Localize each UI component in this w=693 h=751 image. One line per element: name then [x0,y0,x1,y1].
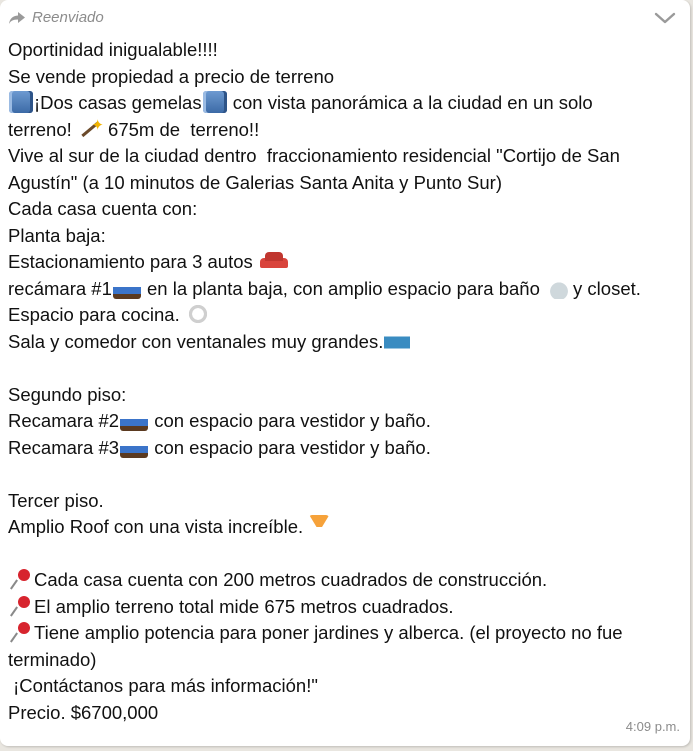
message-line: Amplio Roof con una vista increíble. [8,514,680,541]
forwarded-indicator [8,9,104,26]
message-line: Segundo piso: [8,383,127,405]
magic-wand-icon [78,118,102,140]
message-line: El amplio terreno total mide 675 metros cuadrados. [8,594,680,621]
car-icon [259,250,289,272]
office-building-icon [9,91,33,113]
bathtub-icon [546,277,572,299]
pushpin-icon [9,595,33,617]
message-line: Tercer piso. [8,489,104,511]
message-line: Se vende propiedad a precio de terreno [8,65,335,87]
message-line: recámara #1 en la planta baja, con amplio espacio para baño y closet. [8,277,641,299]
bed-icon [120,409,148,431]
bed-icon [113,277,141,299]
message-line: Precio. $6700,000 [8,701,159,723]
forwarded-label: Reenviado [32,9,104,26]
pushpin-icon [9,568,33,590]
message-line: Estacionamiento para 3 autos [8,249,680,276]
forward-arrow-icon [8,11,26,25]
couch-lamp-icon [384,330,410,352]
message-line: Recamara #3 con espacio para vestidor y baño. [8,436,431,458]
bed-icon [120,436,148,458]
message-line: terminado) [8,648,97,670]
message-line: Recamara #2 con espacio para vestidor y baño. [8,410,431,431]
tropical-drink-icon [309,515,329,537]
message-line: ¡Dos casas gemelas con vista panorámica a la ciudad en un solo [8,90,680,117]
message-line: Cada casa cuenta con 200 metros cuadrados de construcción. [8,567,680,594]
plate-cutlery-icon [186,303,210,325]
message-line: Vive al sur de la ciudad dentro fraccionamiento residencial "Cortijo de San [8,145,620,166]
message-line: ¡Contáctanos para más información!" [8,675,318,696]
message-line: Planta baja: [8,224,106,246]
message-timestamp: 4:09 p.m. [625,719,680,734]
chevron-down-icon[interactable] [654,11,676,30]
message-text [8,37,680,726]
message-line: Cada casa cuenta con: [8,198,198,219]
office-building-icon [203,91,227,113]
message-line: terreno! ✦ 675m de terreno!! [8,117,680,144]
pushpin-icon [9,621,33,643]
message-line: Oportinidad inigualable!!!! [8,39,218,60]
message-line: Sala y comedor con ventanales muy grandes. [8,329,680,356]
message-line: Agustín" (a 10 minutos de Galerias Santa Anita y Punto Sur) [8,171,503,193]
message-line: Tiene amplio potencia para poner jardines y alberca. (el proyecto no fue [8,620,680,647]
message-line: Espacio para cocina. [8,302,680,329]
